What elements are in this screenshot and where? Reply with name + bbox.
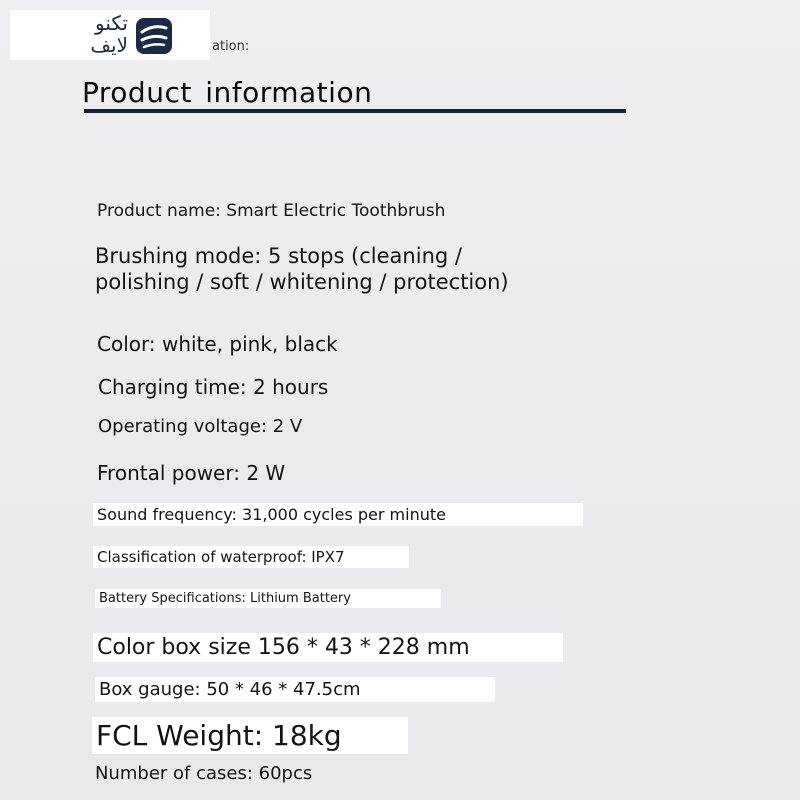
tekno-life-logo-icon [134,16,174,56]
brand-logo [10,10,210,60]
spec-number-of-cases: Number of cases: 60pcs [95,763,313,784]
cropped-heading-fragment: ation: [212,39,250,54]
title-underline [84,109,626,113]
spec-operating-voltage: Operating voltage: 2 V [98,416,303,437]
spec-battery: Battery Specifications: Lithium Battery [95,589,441,608]
spec-waterproof: Classification of waterproof: IPX7 [93,546,409,568]
spec-box-gauge: Box gauge: 50 * 46 * 47.5cm [95,677,495,702]
page-title: Product information [82,76,373,109]
spec-product-name: Product name: Smart Electric Toothbrush [97,201,446,221]
spec-brushing-mode-line-1: Brushing mode: 5 stops (cleaning / [95,244,462,268]
logo-wordmark [50,12,128,58]
spec-brushing-mode-line-2: polishing / soft / whitening / protection) [95,270,509,294]
spec-charging-time: Charging time: 2 hours [98,375,329,399]
spec-color: Color: white, pink, black [97,332,338,356]
spec-frontal-power: Frontal power: 2 W [97,461,286,485]
spec-color-box-size: Color box size 156 * 43 * 228 mm [93,633,563,662]
logo-line-1: تكنو [95,11,128,35]
spec-sound-frequency: Sound frequency: 31,000 cycles per minute [93,503,583,526]
spec-fcl-weight: FCL Weight: 18kg [92,717,408,754]
logo-line-2: لايف [90,33,128,57]
